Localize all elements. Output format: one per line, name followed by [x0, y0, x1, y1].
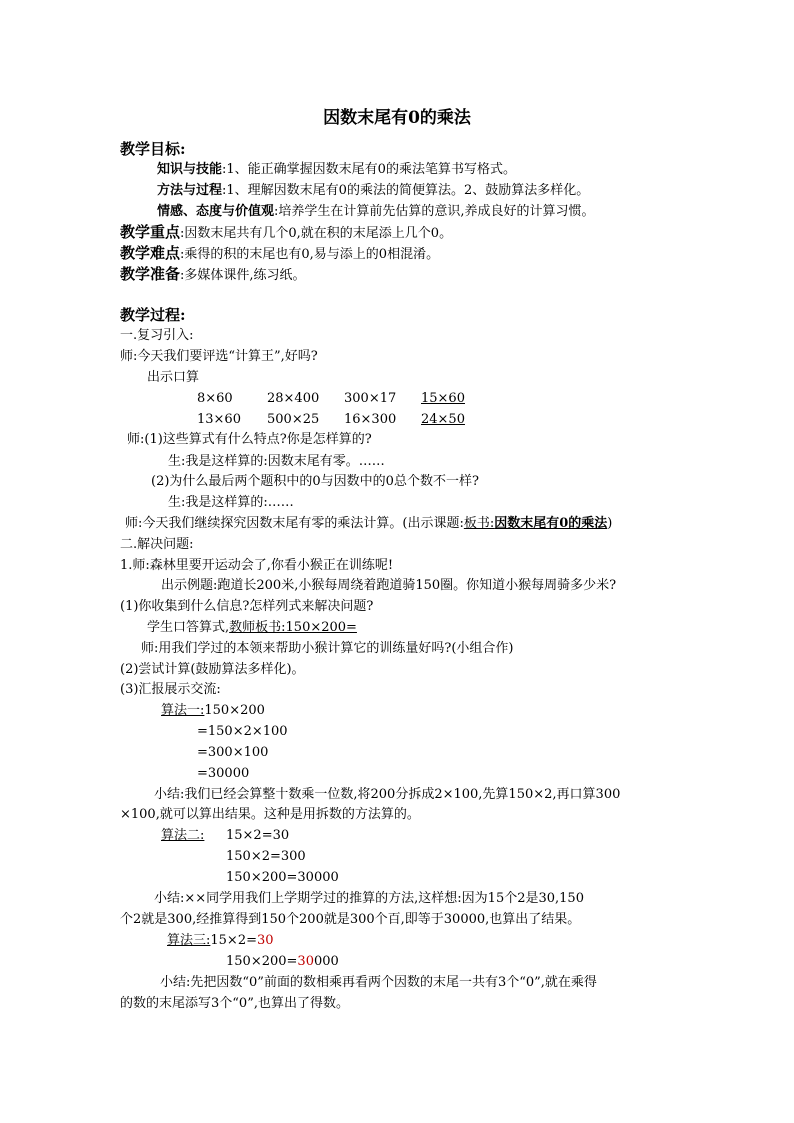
goals-heading: 教学目标:: [120, 140, 186, 158]
goal-attitude-label: 情感、态度与价值观: [157, 204, 275, 219]
preparation-text: :多媒体课件,练习纸。: [180, 268, 306, 283]
summary3-line1: 小结:先把因数“0”前面的数相乘再看两个因数的末尾一共有3个“0”,就在乘得: [160, 975, 597, 990]
part2-line6: (2)尝试计算(鼓励算法多样化)。: [120, 662, 305, 677]
method2-step1: 15×2=30: [226, 828, 290, 843]
method1-label: 算法一:: [161, 703, 205, 718]
summary1-line2: ×100,就可以算出结果。这种是用拆数的方法算的。: [120, 807, 420, 822]
key-point-text: :因数末尾共有几个0,就在积的末尾添上几个0。: [180, 226, 453, 241]
page-title: 因数末尾有0的乘法: [323, 108, 471, 128]
key-point-label: 教学重点: [120, 223, 181, 241]
method3-line2: [226, 952, 339, 972]
part1-line7: [125, 514, 612, 534]
method3-step1: 15×2=: [210, 933, 257, 948]
summary1-line1: 小结:我们已经会算整十数乘一位数,将200分拆成2×100,先算150×2,再口算300: [154, 787, 621, 802]
summary3-line2: 的数的末尾添写3个“0”,也算出了得数。: [120, 996, 349, 1011]
goal-method: [157, 181, 589, 201]
part1-line4: 生:我是这样算的:因数末尾有零。……: [168, 454, 385, 469]
difficulty: [120, 243, 439, 265]
method1-step3: =300×100: [197, 745, 269, 760]
oral-calc-item: 15×60: [421, 391, 465, 406]
part2-line4: [147, 618, 357, 638]
method3-line1: [167, 931, 274, 951]
preparation-label: 教学准备: [120, 265, 181, 283]
part2-line1: 1.师:森林里要开运动会了,你看小猴正在训练呢!: [120, 558, 394, 573]
oral-calc-item: 300×17: [344, 391, 397, 406]
part2-heading: 二.解决问题:: [120, 537, 194, 552]
method1-step4: =30000: [197, 766, 250, 781]
difficulty-text: :乘得的积的末尾也有0,易与添上的0相混淆。: [180, 247, 440, 262]
part2-line3: (1)你收集到什么信息?怎样列式来解决问题?: [120, 599, 374, 614]
part2-line4-text: 学生口答算式,: [147, 620, 230, 635]
teacher-board: 教师板书:150×200=: [229, 620, 357, 635]
goal-attitude-text: :培养学生在计算前先估算的意识,养成良好的计算习惯。: [274, 204, 595, 219]
goal-method-text: :1、理解因数末尾有0的乘法的简便算法。2、鼓励算法多样化。: [222, 183, 590, 198]
oral-calc-item: 28×400: [267, 391, 320, 406]
board-topic: 因数末尾有0的乘法: [494, 516, 608, 531]
oral-calc-item: 500×25: [267, 412, 320, 427]
summary2-line1: 小结:××同学用我们上学期学过的推算的方法,这样想:因为15个2是30,150: [154, 891, 584, 906]
part2-line7: (3)汇报展示交流:: [120, 682, 221, 697]
board-label: 板书:: [463, 516, 495, 531]
method1-step2: =150×2×100: [197, 724, 288, 739]
key-point: [120, 222, 452, 244]
method1-line1: [161, 701, 265, 721]
part1-line3: 师:(1)这些算式有什么特点?你是怎样算的?: [127, 432, 372, 447]
part1-line7-close: ): [607, 516, 613, 531]
part2-line5: 师:用我们学过的本领来帮助小猴计算它的训练量好吗?(小组合作): [141, 641, 514, 656]
method3-step2: 150×200=: [226, 954, 298, 969]
example-problem: 出示例题:跑道长200米,小猴每周绕着跑道骑150圈。你知道小猴每周骑多少米?: [161, 578, 617, 593]
method3-step1-highlight: 30: [257, 933, 274, 948]
part1-line7-text: 师:今天我们继续探究因数末尾有零的乘法计算。(出示课题:: [125, 516, 464, 531]
part1-line6: 生:我是这样算的:……: [168, 495, 294, 510]
goal-attitude: [157, 202, 595, 222]
process-heading: 教学过程:: [120, 306, 186, 324]
part1-line2: 出示口算: [147, 370, 200, 385]
summary2-line2: 个2就是300,经推算得到150个200就是300个百,即等于30000,也算出了结果。: [120, 912, 581, 927]
goal-knowledge-text: :1、能正确掌握因数末尾有0的乘法笔算书写格式。: [222, 162, 516, 177]
oral-calc-item: 24×50: [421, 412, 465, 427]
goal-knowledge-label: 知识与技能: [157, 162, 223, 177]
goal-knowledge: [157, 160, 516, 180]
part1-line1: 师:今天我们要评选“计算王”,好吗?: [120, 349, 318, 364]
method2-step3: 150×200=30000: [226, 870, 339, 885]
method3-label: 算法三:: [167, 933, 211, 948]
method3-step2-highlight: 30: [297, 954, 314, 969]
oral-calc-item: 13×60: [197, 412, 241, 427]
difficulty-label: 教学难点: [120, 244, 181, 262]
method2-label: 算法二:: [161, 828, 205, 843]
method1-step1: 150×200: [204, 703, 265, 718]
goal-method-label: 方法与过程: [157, 183, 223, 198]
part1-heading: 一.复习引入:: [120, 328, 194, 343]
method2-step2: 150×2=300: [226, 849, 306, 864]
oral-calc-item: 16×300: [344, 412, 397, 427]
method3-step2-zeros: 000: [313, 954, 339, 969]
preparation: [120, 264, 306, 286]
oral-calc-item: 8×60: [197, 391, 233, 406]
part1-line5: (2)为什么最后两个题积中的0与因数中的0总个数不一样?: [151, 474, 479, 489]
